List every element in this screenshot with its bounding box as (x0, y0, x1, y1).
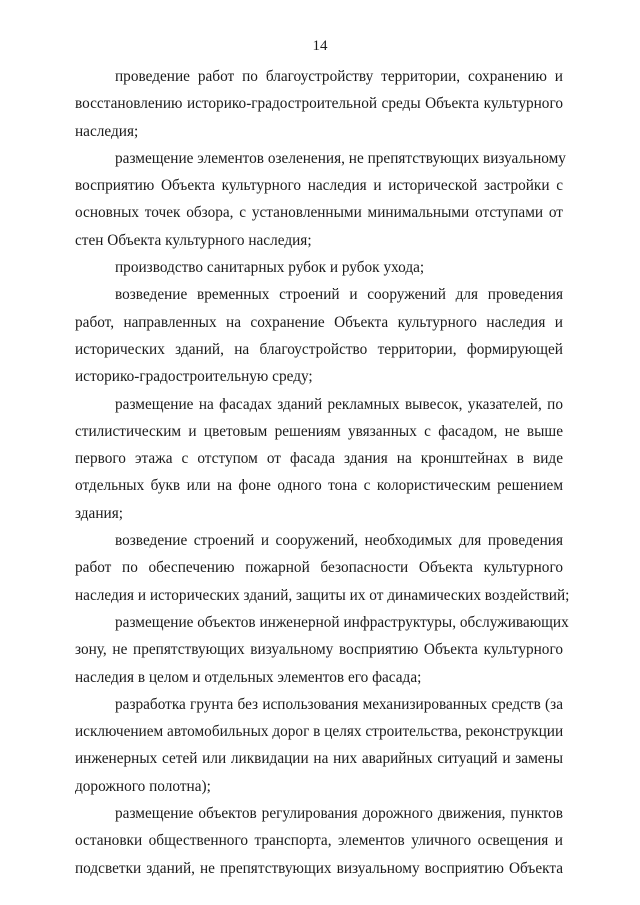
text-line: стилистическим и цветовым решениям увязанных с фасадом, не выше (75, 422, 563, 440)
text-line: дорожного полотна); (75, 777, 211, 795)
text-line: подсветки зданий, не препятствующих визуальному восприятию Объекта (75, 859, 563, 877)
text-line: здания; (75, 504, 123, 522)
paragraph-1 (75, 63, 563, 145)
text-line: основных точек обзора, с установленными минимальными отступами от (75, 204, 563, 222)
text-line: наследия в целом и отдельных элементов его фасада; (75, 668, 422, 686)
text-line: восприятию Объекта культурного наследия и исторической застройки с (75, 177, 563, 195)
text-line: первого этажа с отступом от фасада здания на кронштейнах в виде (75, 450, 563, 468)
text-line: восстановлению историко-градостроительной среды Объекта культурного (75, 95, 563, 113)
text-line: работ, направленных на сохранение Объекта культурного наследия и (75, 313, 563, 331)
text-line: размещение на фасадах зданий рекламных вывесок, указателей, по (115, 395, 563, 413)
paragraph-8 (75, 691, 563, 800)
text-line: разработка грунта без использования механизированных средств (за (115, 695, 563, 713)
text-line: исторических зданий, на благоустройство территории, формирующей (75, 340, 563, 358)
text-line: производство санитарных рубок и рубок ухода; (115, 259, 425, 277)
text-line: размещение объектов регулирования дорожного движения, пунктов (115, 805, 563, 823)
paragraph-5 (75, 391, 563, 527)
text-line: наследия; (75, 122, 139, 140)
text-line: возведение временных строений и сооружений для проведения (115, 286, 563, 304)
paragraph-9 (75, 800, 563, 882)
text-line: возведение строений и сооружений, необходимых для проведения (115, 532, 563, 550)
text-line: зону, не препятствующих визуальному восприятию Объекта культурного (75, 641, 563, 659)
page-number: 14 (312, 38, 328, 54)
paragraph-7 (75, 609, 569, 691)
text-line: отдельных букв или на фоне одного тона с колористическим решением (75, 477, 563, 495)
text-line: исключением автомобильных дорог в целях строительства, реконструкции (75, 723, 564, 741)
text-line: наследия и исторических зданий, защиты их от динамических воздействий; (75, 586, 570, 604)
text-line: остановки общественного транспорта, элементов уличного освещения и (75, 832, 563, 850)
paragraph-6 (75, 527, 570, 609)
text-line: проведение работ по благоустройству территории, сохранению и (115, 68, 563, 85)
text-line: работ по обеспечению пожарной безопасности Объекта культурного (75, 559, 563, 577)
text-line: инженерных сетей или ликвидации на них аварийных ситуаций и замены (75, 750, 563, 768)
paragraph-4 (75, 281, 563, 390)
text-line: размещение объектов инженерной инфраструктуры, обслуживающих (115, 613, 569, 631)
document-body (75, 63, 570, 882)
text-line: стен Объекта культурного наследия; (75, 231, 312, 249)
text-line: размещение элементов озеленения, не препятствующих визуальному (115, 149, 566, 167)
paragraph-2 (75, 145, 566, 254)
text-line: историко-градостроительную среду; (75, 368, 313, 386)
paragraph-3 (75, 254, 563, 281)
